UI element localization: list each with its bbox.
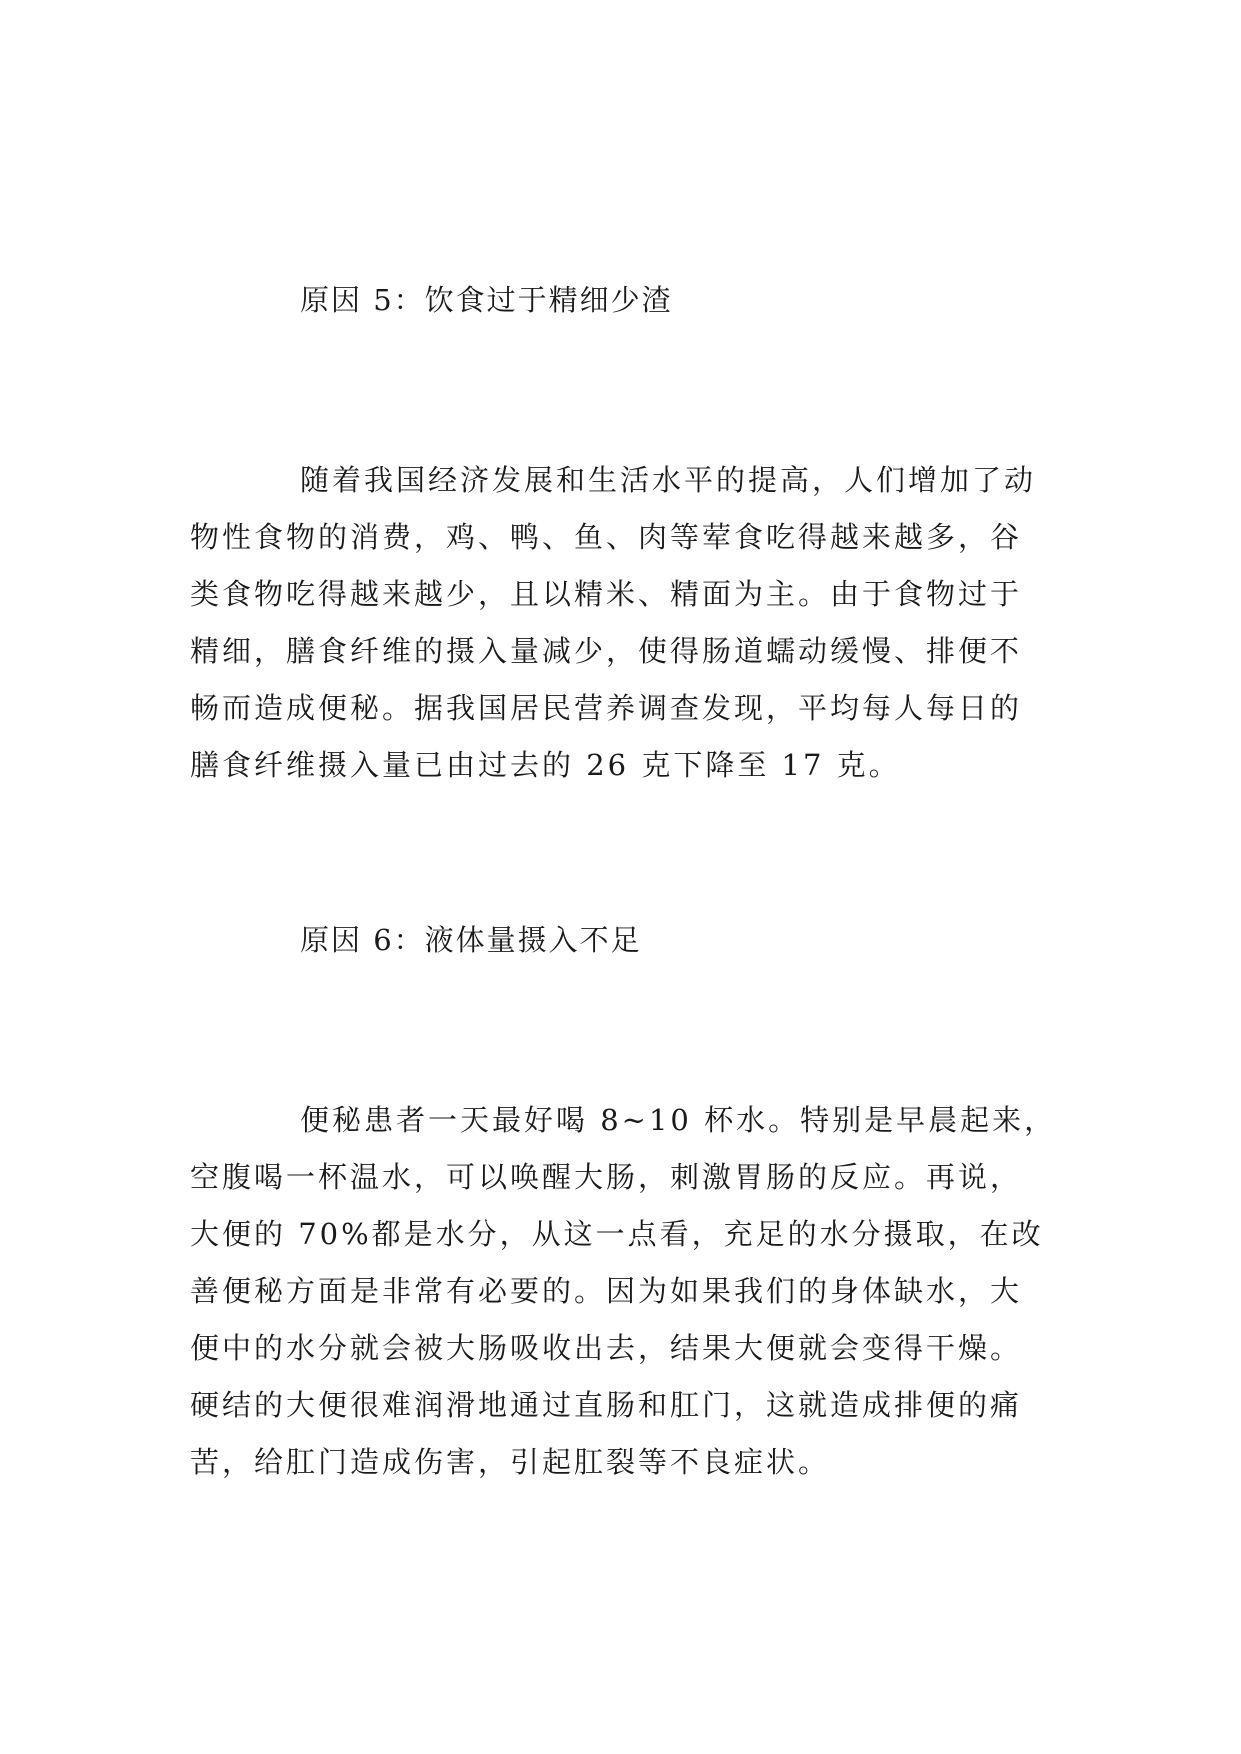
paragraph-line: 随着我国经济发展和生活水平的提高，人们增加了动: [300, 463, 1037, 497]
paragraph-line: 硬结的大便很难润滑地通过直肠和肛门，这就造成排便的痛: [190, 1388, 1023, 1422]
section-heading-cause-5: 原因 5：饮食过于精细少渣: [300, 283, 673, 317]
paragraph-line: 空腹喝一杯温水，可以唤醒大肠，刺激胃肠的反应。再说，: [190, 1160, 1023, 1194]
section-paragraph-cause-5: [190, 452, 1060, 794]
paragraph-line: 畅而造成便秘。据我国居民营养调查发现，平均每人每日的: [190, 691, 1023, 725]
paragraph-line: 苦，给肛门造成伤害，引起肛裂等不良症状。: [190, 1445, 831, 1479]
paragraph-line: 善便秘方面是非常有必要的。因为如果我们的身体缺水，大: [190, 1274, 1023, 1308]
section-heading-cause-6: 原因 6：液体量摄入不足: [300, 923, 642, 957]
paragraph-line: 便秘患者一天最好喝 8~10 杯水。特别是早晨起来，: [300, 1103, 1057, 1137]
paragraph-line: 膳食纤维摄入量已由过去的 26 克下降至 17 克。: [190, 748, 901, 782]
paragraph-line: 便中的水分就会被大肠吸收出去，结果大便就会变得干燥。: [190, 1331, 1023, 1365]
section-paragraph-cause-6: [190, 1092, 1060, 1491]
paragraph-line: 精细，膳食纤维的摄入量减少，使得肠道蠕动缓慢、排便不: [190, 634, 1023, 668]
paragraph-line: 大便的 70%都是水分，从这一点看，充足的水分摄取，在改: [190, 1217, 1044, 1251]
paragraph-line: 物性食物的消费，鸡、鸭、鱼、肉等荤食吃得越来越多，谷: [190, 520, 1023, 554]
paragraph-line: 类食物吃得越来越少，且以精米、精面为主。由于食物过于: [190, 577, 1023, 611]
